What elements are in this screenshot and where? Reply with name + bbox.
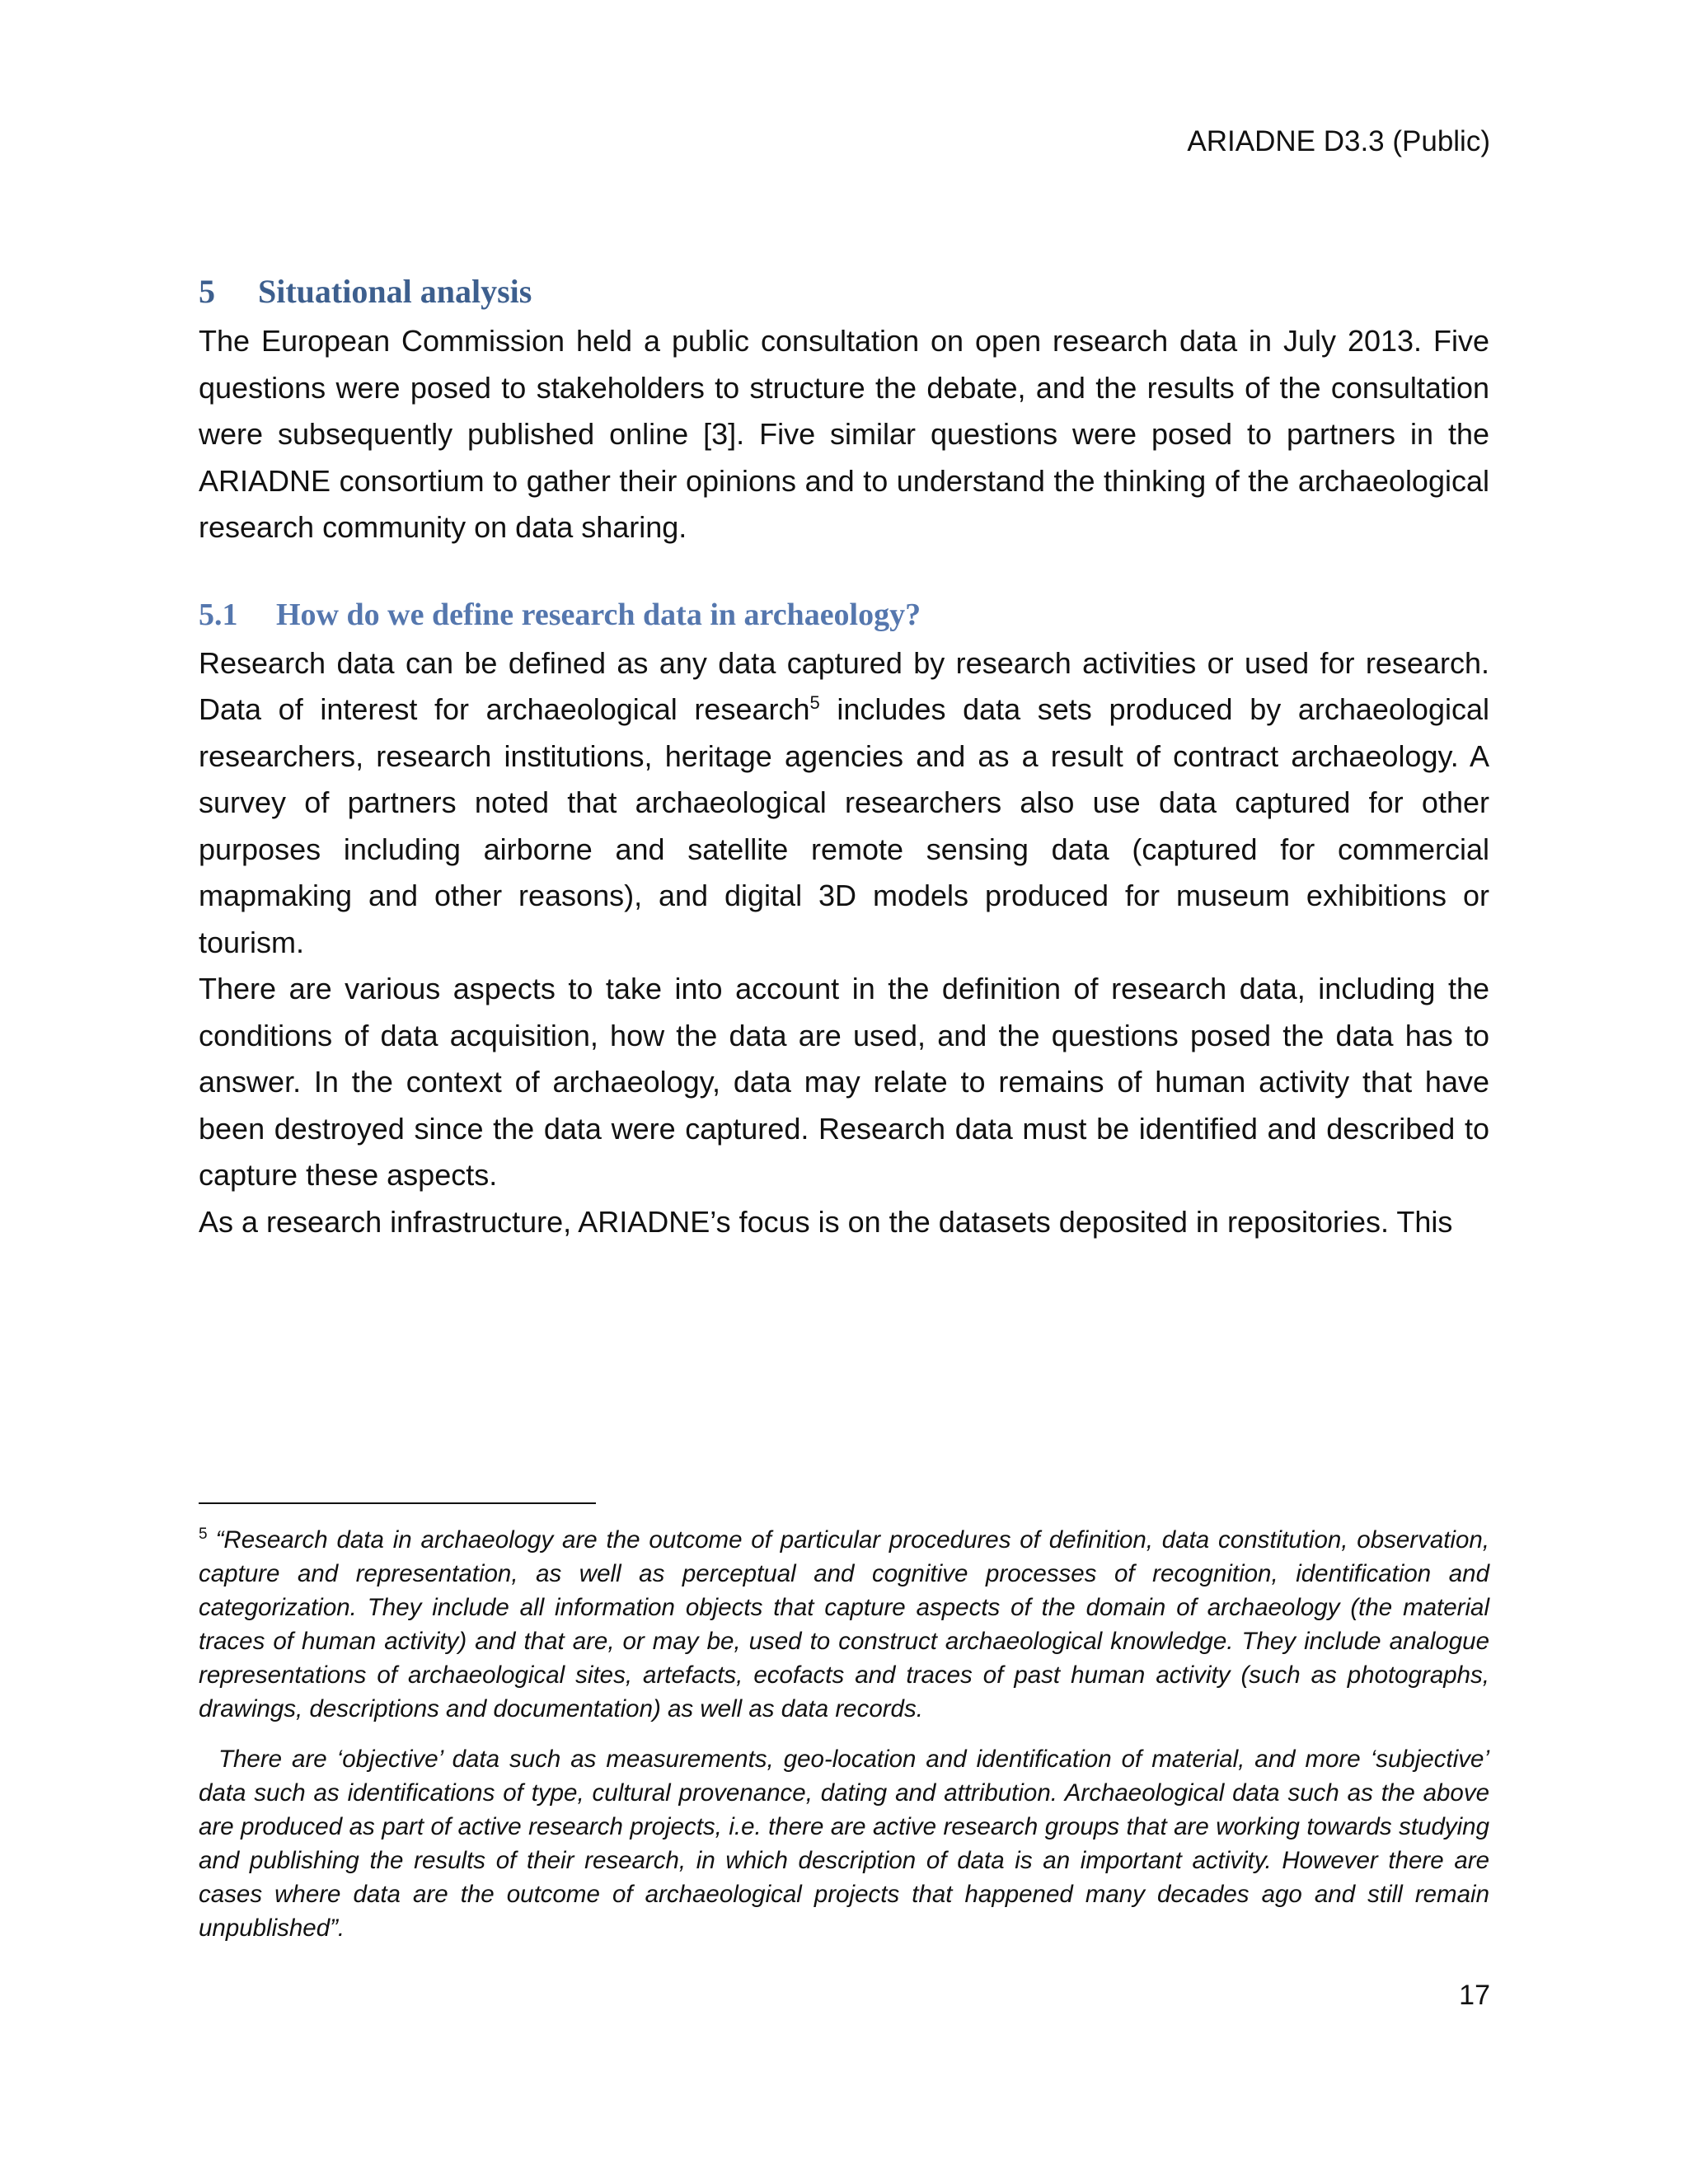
main-content: [199, 265, 1489, 1245]
paragraph-definition-end: includes data sets produced by archaeological researchers, research institutions, heritage agencies and as a result of contract archaeology. A survey of partners noted that archaeological researchers also use data captured for other purposes including airborne and satellite remote sensing data (captured for commercial mapmaking and other reasons), and digital 3D models produced for museum exhibitions or tourism.: [199, 692, 1489, 959]
paragraph-definition-start: Research data can be defined as any data captured by research activities or used for research. Data of interest for archaeological research: [199, 645, 1489, 726]
paragraph-aspects: There are various aspects to take into account in the definition of research data, including the conditions of data acquisition, how the data are used, and the questions posed the data has to answer. In the context of archaeology, data may relate to remains of human activity that have been destroyed since the data were captured. Research data must be identified and described to capture these aspects.: [199, 972, 1489, 1192]
footnote-part-2: There are ‘objective’ data such as measurements, geo-location and identification of material, and more ‘subjective’ data such as identifications of type, cultural provenance, dating and attribution. Archaeological data such as the above are produced as part of active research projects, i.e. there are active research groups that are working towards studying and publishing the results of their research, in which description of data is an important activity. However there are cases where data are the outcome of archaeological projects that happened many decades ago and still remain unpublished”.: [199, 1746, 1489, 1942]
section-title: Situational analysis: [258, 273, 532, 310]
section-intro-paragraph: The European Commission held a public consultation on open research data in July 2013. Five questions were posed to stakeholders to structure the debate, and the results of the consultation were subsequently published online [3]. Five similar questions were posed to partners in the ARIADNE consortium to gather their opinions and to understand the thinking of the archaeological research community on data sharing.: [199, 324, 1489, 544]
subsection-heading: [199, 589, 1489, 640]
section-number: 5: [199, 273, 215, 310]
footnote-separator: [199, 1502, 596, 1504]
paragraph-infrastructure: As a research infrastructure, ARIADNE’s focus is on the datasets deposited in repositories. This: [199, 1204, 1453, 1239]
footnote-reference[interactable]: 5: [809, 692, 820, 713]
running-header: ARIADNE D3.3 (Public): [1187, 125, 1490, 157]
footnote-text-1: “Research data in archaeology are the outcome of particular procedures of definition, data constitution, observation, capture and representation, as well as perceptual and cognitive processes of recognition, identification and categorization. They include all information objects that capture aspects of the domain of archaeology (the material traces of human activity) and that are, or may be, used to construct archaeological knowledge. They include analogue representations of archaeological sites, artefacts, ecofacts and traces of past human activity (such as photographs, drawings, descriptions and documentation) as well as data records.: [199, 1526, 1489, 1722]
subsection-title: How do we define research data in archaeology?: [276, 597, 921, 632]
paragraph-definition: [199, 640, 1489, 967]
page-number: 17: [1459, 1980, 1490, 2011]
footnotes: [199, 1523, 1489, 1945]
footnote-part-1: [199, 1523, 1489, 1726]
footnote-marker: 5: [199, 1526, 208, 1544]
section-heading: [199, 265, 1489, 318]
subsection-heading-wrap: [199, 589, 1489, 640]
subsection-number: 5.1: [199, 597, 238, 632]
